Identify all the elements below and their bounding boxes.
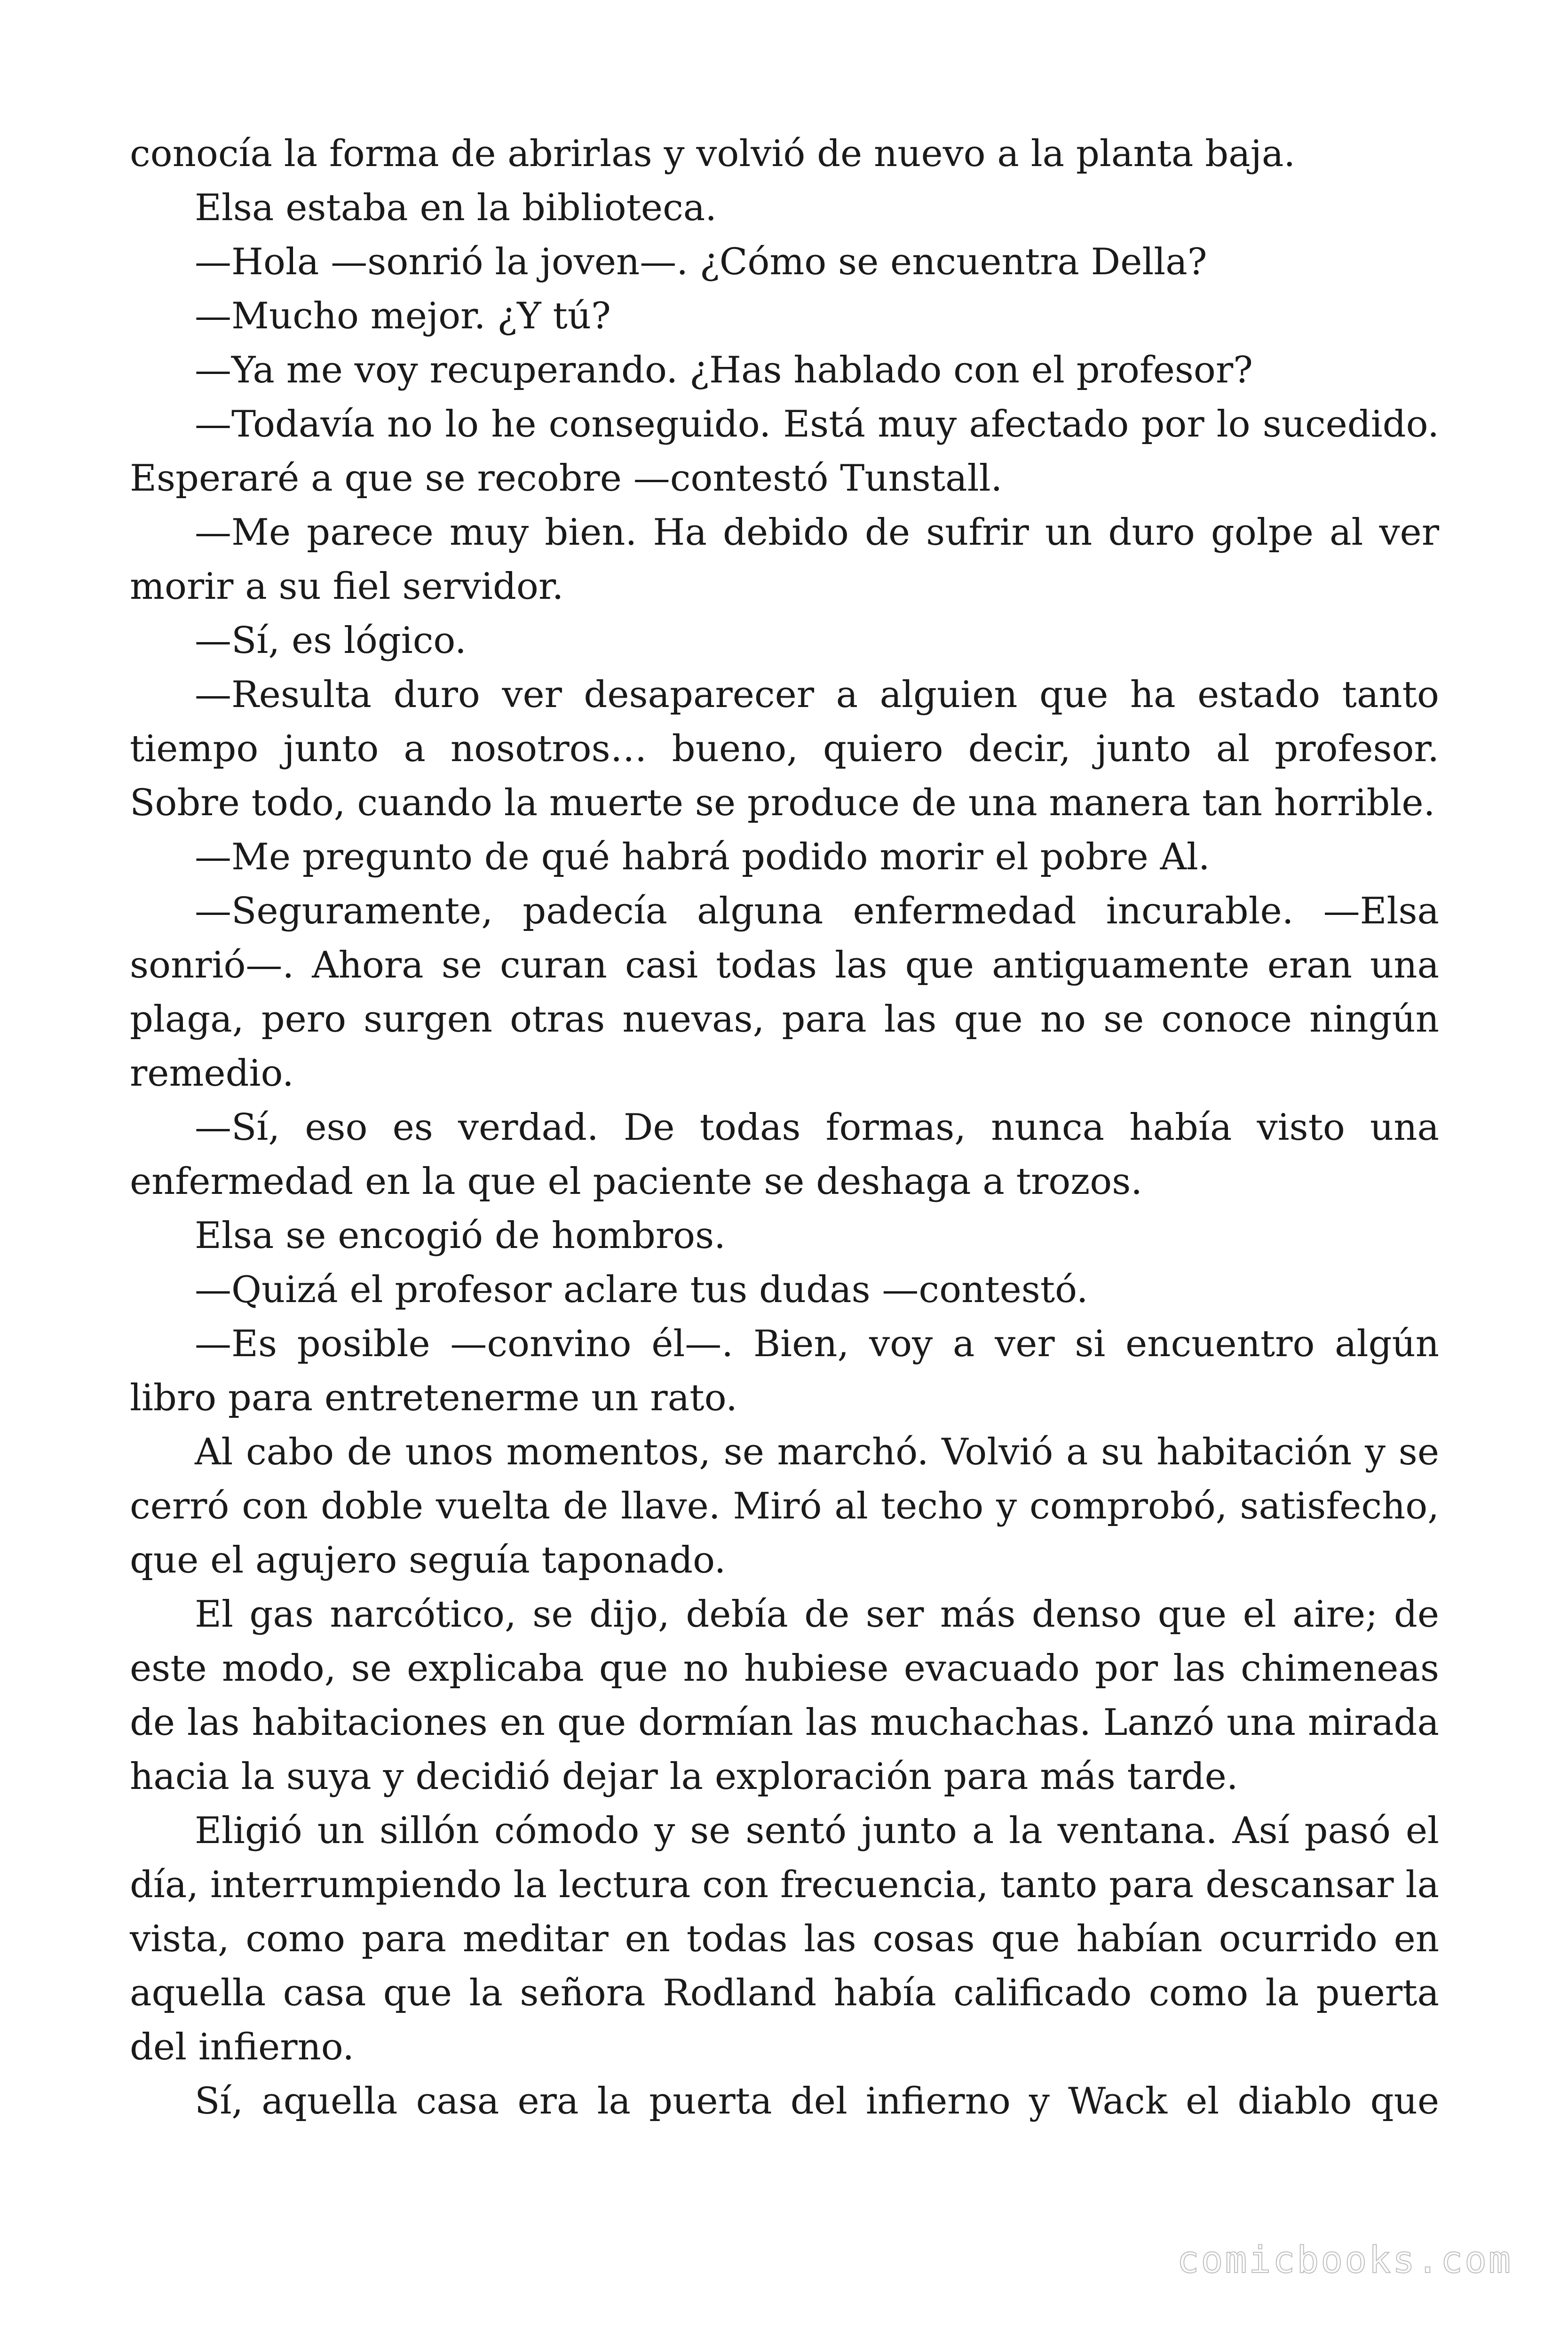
paragraph: Al cabo de unos momentos, se marchó. Volvió a su habitación y se cerró con doble vuelta de llave. Miró al techo y comprobó, satisfecho, que el agujero seguía taponado. bbox=[130, 1431, 1439, 1581]
paragraph: Elsa estaba en la biblioteca. bbox=[195, 187, 717, 229]
paragraph: Sí, aquella casa era la puerta del infierno y Wack el diablo que bbox=[195, 2080, 1439, 2122]
paragraph: El gas narcótico, se dijo, debía de ser más denso que el aire; de este modo, se explicaba que no hubiese evacuado por las chimeneas de las habitaciones en que dormían las muchachas. Lanzó una mirada hacia la suya y decidió dejar la exploración para más tarde. bbox=[130, 1593, 1439, 1798]
paragraph: —Mucho mejor. ¿Y tú? bbox=[195, 295, 611, 337]
paragraph: Elsa se encogió de hombros. bbox=[195, 1215, 726, 1257]
paragraph: —Resulta duro ver desaparecer a alguien que ha estado tanto tiempo junto a nosotros… bueno, quiero decir, junto al profesor. Sobre todo, cuando la muerte se produce de una manera tan horrible. bbox=[130, 674, 1439, 824]
paragraph: Eligió un sillón cómodo y se sentó junto a la ventana. Así pasó el día, interrumpiendo la lectura con frecuencia, tanto para descansar la vista, como para meditar en todas las cosas que habían ocurrido en aquella casa que la señora Rodland había calificado como la puerta del infierno. bbox=[130, 1810, 1439, 2068]
paragraph: —Ya me voy recuperando. ¿Has hablado con el profesor? bbox=[195, 349, 1253, 391]
paragraph: —Es posible —convino él—. Bien, voy a ver si encuentro algún libro para entretenerme un rato. bbox=[130, 1323, 1439, 1419]
paragraph: —Quizá el profesor aclare tus dudas —contestó. bbox=[195, 1269, 1088, 1311]
paragraph: —Hola —sonrió la joven—. ¿Cómo se encuentra Della? bbox=[195, 241, 1207, 283]
paragraph: conocía la forma de abrirlas y volvió de nuevo a la planta baja. bbox=[130, 133, 1296, 175]
paragraph: —Sí, eso es verdad. De todas formas, nunca había visto una enfermedad en la que el paciente se deshaga a trozos. bbox=[130, 1106, 1439, 1203]
page-body bbox=[130, 127, 1439, 2129]
paragraph: —Me parece muy bien. Ha debido de sufrir un duro golpe al ver morir a su fiel servidor. bbox=[130, 511, 1439, 608]
paragraph: —Sí, es lógico. bbox=[195, 620, 467, 662]
watermark: comicbooks.com bbox=[1177, 2239, 1513, 2281]
paragraph: —Seguramente, padecía alguna enfermedad incurable. —Elsa sonrió—. Ahora se curan casi todas las que antiguamente eran una plaga, pero surgen otras nuevas, para las que no se conoce ningún remedio. bbox=[130, 890, 1439, 1095]
paragraph: —Me pregunto de qué habrá podido morir el pobre Al. bbox=[195, 836, 1210, 878]
paragraph: —Todavía no lo he conseguido. Está muy afectado por lo sucedido. Esperaré a que se recobre —contestó Tunstall. bbox=[130, 403, 1439, 500]
